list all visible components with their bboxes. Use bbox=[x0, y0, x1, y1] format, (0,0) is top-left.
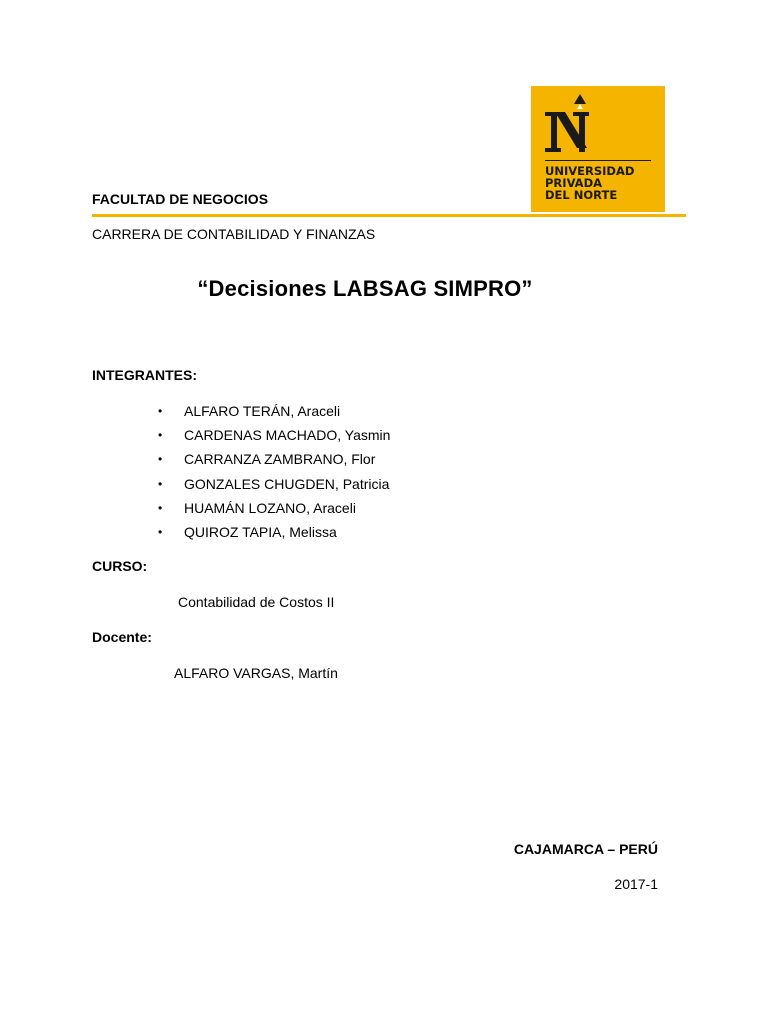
faculty-name: FACULTAD DE NEGOCIOS bbox=[92, 191, 269, 207]
list-item bbox=[158, 523, 390, 547]
members-label: INTEGRANTES: bbox=[92, 367, 197, 383]
bullet-icon: • bbox=[158, 524, 163, 539]
bullet-icon: • bbox=[158, 452, 163, 467]
course-value: Contabilidad de Costos II bbox=[178, 594, 335, 610]
teacher-value: ALFARO VARGAS, Martín bbox=[174, 665, 338, 681]
academic-period: 2017-1 bbox=[614, 876, 658, 892]
logo-line-3: DEL NORTE bbox=[545, 188, 618, 202]
bullet-icon: • bbox=[158, 476, 163, 491]
n-with-tilde-logo-icon bbox=[531, 86, 665, 212]
header-divider bbox=[92, 214, 686, 217]
list-item bbox=[158, 475, 390, 499]
list-item bbox=[158, 450, 390, 474]
teacher-label: Docente: bbox=[92, 629, 152, 645]
list-item bbox=[158, 426, 390, 450]
logo-line-1: UNIVERSIDAD bbox=[545, 164, 635, 178]
bullet-icon: • bbox=[158, 404, 163, 418]
member-name: QUIROZ TAPIA, Melissa bbox=[184, 523, 337, 540]
list-item bbox=[158, 402, 390, 426]
member-name: GONZALES CHUGDEN, Patricia bbox=[184, 475, 390, 492]
document-title: “Decisiones LABSAG SIMPRO” bbox=[197, 276, 533, 301]
member-name: ALFARO TERÁN, Araceli bbox=[184, 403, 341, 419]
bullet-icon: • bbox=[158, 428, 163, 443]
logo-line-2: PRIVADA bbox=[545, 176, 603, 190]
bullet-icon: • bbox=[158, 500, 163, 515]
career-name: CARRERA DE CONTABILIDAD Y FINANZAS bbox=[92, 226, 376, 242]
members-list bbox=[158, 402, 390, 547]
member-name: HUAMÁN LOZANO, Araceli bbox=[184, 499, 356, 516]
member-name: CARRANZA ZAMBRANO, Flor bbox=[184, 451, 376, 468]
list-item bbox=[158, 499, 390, 523]
university-logo bbox=[531, 86, 665, 212]
location: CAJAMARCA – PERÚ bbox=[513, 841, 658, 857]
member-name: CARDENAS MACHADO, Yasmin bbox=[184, 427, 391, 444]
course-label: CURSO: bbox=[92, 558, 148, 574]
